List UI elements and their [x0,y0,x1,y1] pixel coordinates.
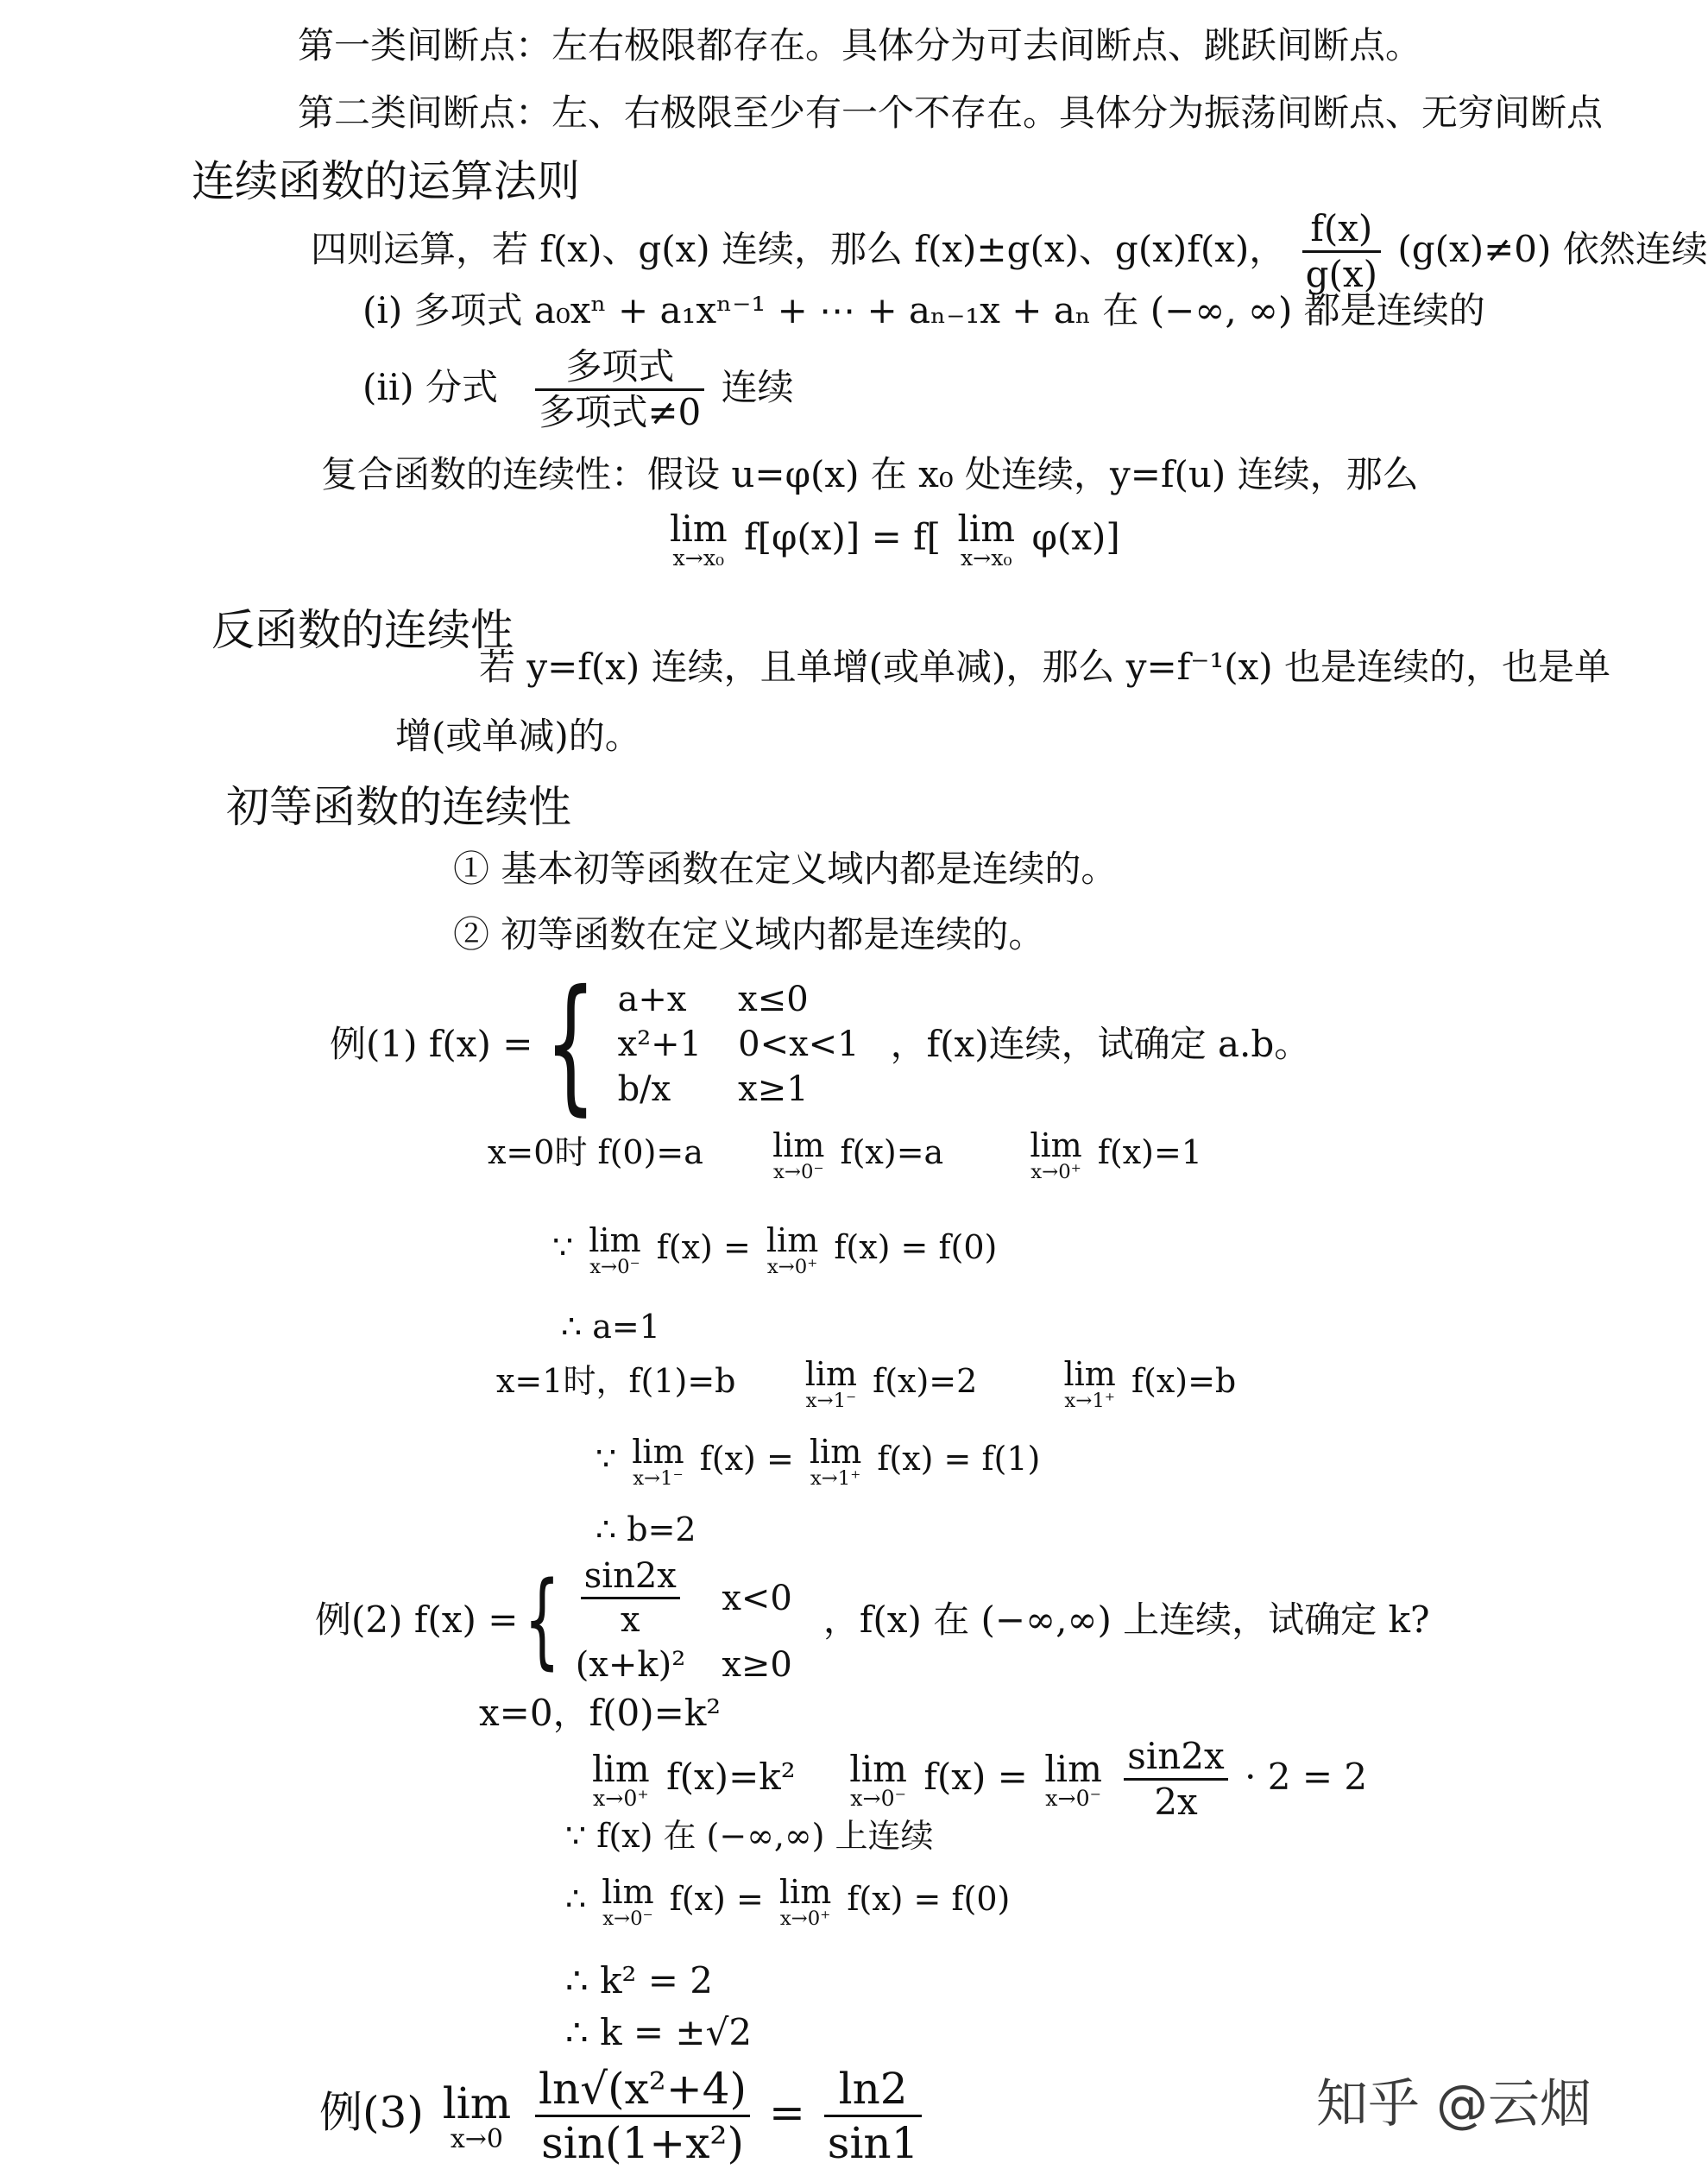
lim-operator: lim x→0⁺ [778,1873,832,1930]
ex1-step-4: x=1时，f(1)=b lim x→1⁻ f(x)=2 lim x→1⁺ f(x)=b [496,1355,1237,1412]
case-row: $\frac{\sin 2x}{x}$ x<0 [570,1554,823,1643]
elementary-line-2: ② 初等函数在定义域内都是连续的。 [453,913,1045,955]
lim-operator: lim x→0⁻ [589,1221,641,1278]
ex1-step-2: ∵ lim x→0⁻ f(x) = lim x→0⁺ f(x) = f(0) [552,1221,998,1278]
example-1-tail: ，f(x)连续，试确定 a.b。 [890,1022,1311,1065]
case-row: b/x x≥1 [617,1069,809,1109]
example-3-result: $\frac{\ln 2}{\sin 1}$ [824,2063,923,2169]
ex1-step-3: ∴ a=1 [561,1308,660,1346]
ex1-step-5: ∵ lim x→1⁻ f(x) = lim x→1⁺ f(x) = f(1) [596,1433,1041,1490]
ex1-step-6: ∴ b=2 [596,1510,696,1548]
lim-operator: lim x→1⁻ [632,1433,684,1490]
lim-operator: lim x→0 [442,2078,512,2154]
ex2-step-6: ∴ k = ±√2 [565,2011,753,2053]
four-ops-text: 四则运算，若 f(x)、g(x) 连续，那么 f(x)±g(x)、g(x)f(x)， [311,227,1286,270]
ex2-step-2: lim x→0⁺ f(x)=k² lim x→0⁻ f(x) = lim x→0⁻ $\frac{\sin 2x}{2x}$ · 2 = 2 [592,1735,1368,1824]
first-kind-discontinuity: 第一类间断点：左右极限都存在。具体分为可去间断点、跳跃间断点。 [298,24,1422,66]
lim-operator: lim x→1⁺ [809,1433,862,1490]
piecewise-cases [570,1554,823,1687]
example-3-statement: 例(3) lim x→0 $\frac{\text{ln√(x²+4)}}{\text{sin(1+x²)}}$ = $\frac{\ln 2}{\sin 1}$ [319,2063,927,2169]
heading-inverse-function: 反函数的连续性 [211,605,514,655]
inverse-function-line-2: 增(或单减)的。 [395,715,641,757]
piecewise-cases [613,977,891,1112]
second-kind-discontinuity: 第二类间断点：左、右极限至少有一个不存在。具体分为振荡间断点、无穷间断点 [298,91,1604,134]
four-ops-numerator: f(x) [1302,207,1381,253]
example-3-fraction: $\frac{\text{ln√(x²+4)}}{\text{sin(1+x²)}}$ [535,2063,750,2169]
four-ops-tail: (g(x)≠0) 依然连续 [1397,227,1708,270]
ex2-step-4: ∴ lim x→0⁻ f(x) = lim x→0⁺ f(x) = f(0) [565,1873,1011,1930]
lim-operator: lim x→0⁺ [1030,1126,1082,1183]
case-row: x²+1 0<x<1 [617,1025,860,1064]
polynomial-continuity: (i) 多项式 a₀xⁿ + a₁xⁿ⁻¹ + ⋯ + aₙ₋₁x + aₙ 在 (−∞, ∞) 都是连续的 [362,289,1485,331]
example-2-label: 例(2) f(x) = [315,1598,519,1642]
watermark: 知乎 @云烟 [1315,2074,1591,2134]
example-1-label: 例(1) f(x) = [330,1022,533,1065]
lim-operator: lim x→1⁺ [1063,1355,1116,1412]
heading-elementary-functions: 初等函数的连续性 [226,782,571,832]
lim-operator: lim x→0⁻ [772,1126,825,1183]
elementary-line-1: ① 基本初等函数在定义域内都是连续的。 [453,848,1118,890]
four-ops-denominator: g(x) [1305,253,1377,296]
fraction: $\frac{\sin 2x}{2x}$ [1124,1735,1227,1825]
lim-operator: lim x→0⁺ [766,1221,819,1278]
ex1-step-1: x=0时 f(0)=a lim x→0⁻ f(x)=a lim x→0⁺ f(x)=1 [488,1126,1202,1183]
four-ops-fraction [1302,207,1381,297]
case-row: a+x x≤0 [617,980,809,1019]
inverse-function-line-1: 若 y=f(x) 连续，且单增(或单减)，那么 y=f⁻¹(x) 也是连续的，也是单 [479,646,1611,688]
lim-operator: lim x→x₀ [670,508,728,571]
lim-operator: lim x→0⁻ [1044,1747,1102,1811]
example-3-label: 例(3) [319,2087,424,2138]
left-brace: { [524,1560,561,1680]
lim-operator: lim x→0⁺ [592,1747,650,1811]
lim-operator: lim x→1⁻ [804,1355,858,1412]
lim-operator: lim x→0⁻ [602,1873,654,1930]
ex2-step-3: ∵ f(x) 在 (−∞,∞) 上连续 [565,1817,934,1855]
composite-limit-formula: lim x→x₀ f[φ(x)] = f[ lim x→x₀ φ(x)] [670,508,1120,571]
rational-numerator: 多项式 [535,345,704,391]
four-operations-rule [311,207,1708,297]
rational-tail: 连续 [721,365,794,408]
ex2-step-1: x=0，f(0)=k² [479,1692,722,1734]
rational-continuity [362,345,794,435]
example-1-statement [330,959,1311,1130]
composite-function-continuity: 复合函数的连续性：假设 u=φ(x) 在 x₀ 处连续，y=f(u) 连续，那么 [321,453,1419,495]
example-2-tail: ，f(x) 在 (−∞,∞) 上连续，试确定 k? [822,1598,1430,1642]
rational-denominator: 多项式≠0 [539,391,702,434]
case-row: (x+k)² x≥0 [575,1645,792,1685]
lim-operator: lim x→x₀ [957,508,1016,571]
rational-label: (ii) 分式 [362,365,498,408]
lim-operator: lim x→0⁻ [849,1747,907,1811]
left-brace: { [545,959,597,1130]
ex2-step-5: ∴ k² = 2 [565,1959,713,2002]
rational-fraction [535,345,704,435]
example-2-statement [315,1554,1430,1687]
heading-continuous-function-rules: 连续函数的运算法则 [192,156,580,206]
